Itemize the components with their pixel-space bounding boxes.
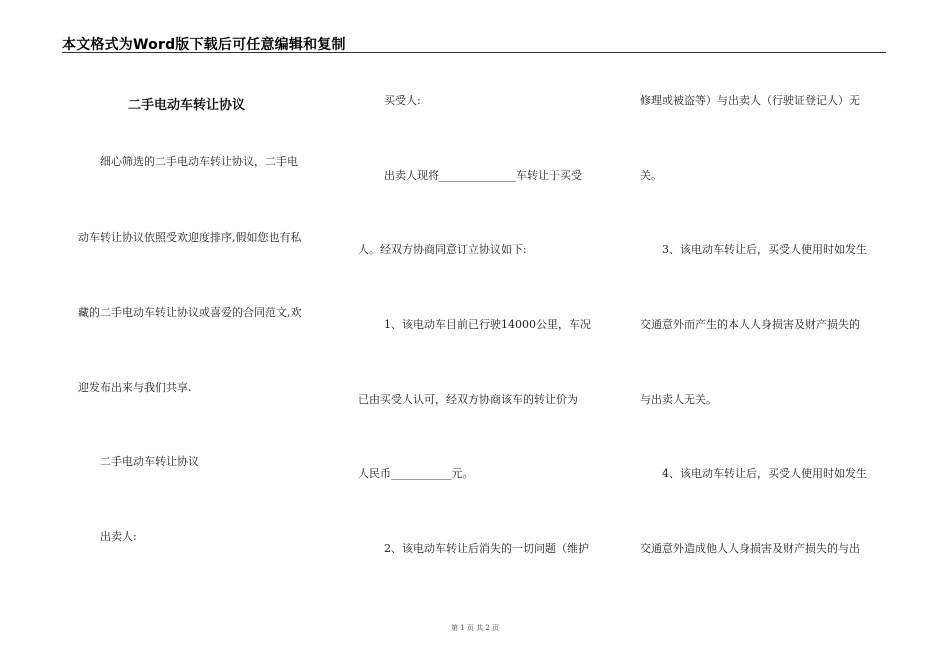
paragraph-line: 细心筛选的二手电动车转让协议，二手电 — [100, 155, 298, 168]
column-1 — [80, 0, 328, 600]
paragraph-line: 人民币___________元。 — [358, 467, 474, 480]
paragraph-line: 修理或被盗等）与出卖人（行驶证登记人）无 — [640, 94, 860, 107]
paragraph-line: 藏的二手电动车转让协议或喜爱的合同范文,欢 — [78, 306, 302, 319]
paragraph-line: 3、该电动车转让后，买受人使用时如发生 — [662, 243, 867, 256]
paragraph-line: 关。 — [640, 169, 662, 182]
paragraph-line: 人。经双方协商同意订立协议如下: — [358, 243, 527, 256]
column-3 — [640, 0, 892, 600]
paragraph-line: 出卖人: — [100, 530, 137, 543]
paragraph-line: 1、该电动车目前已行驶14000公里，车况 — [384, 318, 591, 331]
paragraph-line: 交通意外而产生的本人人身损害及财产损失的 — [640, 318, 860, 331]
paragraph-line: 与出卖人无关。 — [640, 393, 717, 406]
paragraph-line: 迎发布出来与我们共享. — [78, 381, 192, 394]
header-title: 本文格式为Word版下载后可任意编辑和复制 — [62, 37, 346, 53]
column-2 — [358, 0, 618, 600]
paragraph-line: 已由买受人认可，经双方协商该车的转让价为 — [358, 393, 578, 406]
paragraph-line: 动车转让协议依照受欢迎度排序,假如您也有私 — [78, 231, 302, 244]
paragraph-line: 买受人: — [384, 94, 421, 107]
paragraph-line: 2、该电动车转让后消失的一切问题（维护 — [384, 542, 589, 555]
paragraph-line: 4、该电动车转让后，买受人使用时如发生 — [662, 467, 867, 480]
page-footer: 第 1 页 共 2 页 — [450, 624, 500, 632]
paragraph-line: 交通意外造成他人人身损害及财产损失的与出 — [640, 542, 860, 555]
subheading-line: 二手电动车转让协议 — [100, 455, 199, 468]
document-title: 二手电动车转让协议 — [128, 98, 246, 113]
paragraph-line: 出卖人现将______________车转让于买受 — [384, 169, 582, 182]
